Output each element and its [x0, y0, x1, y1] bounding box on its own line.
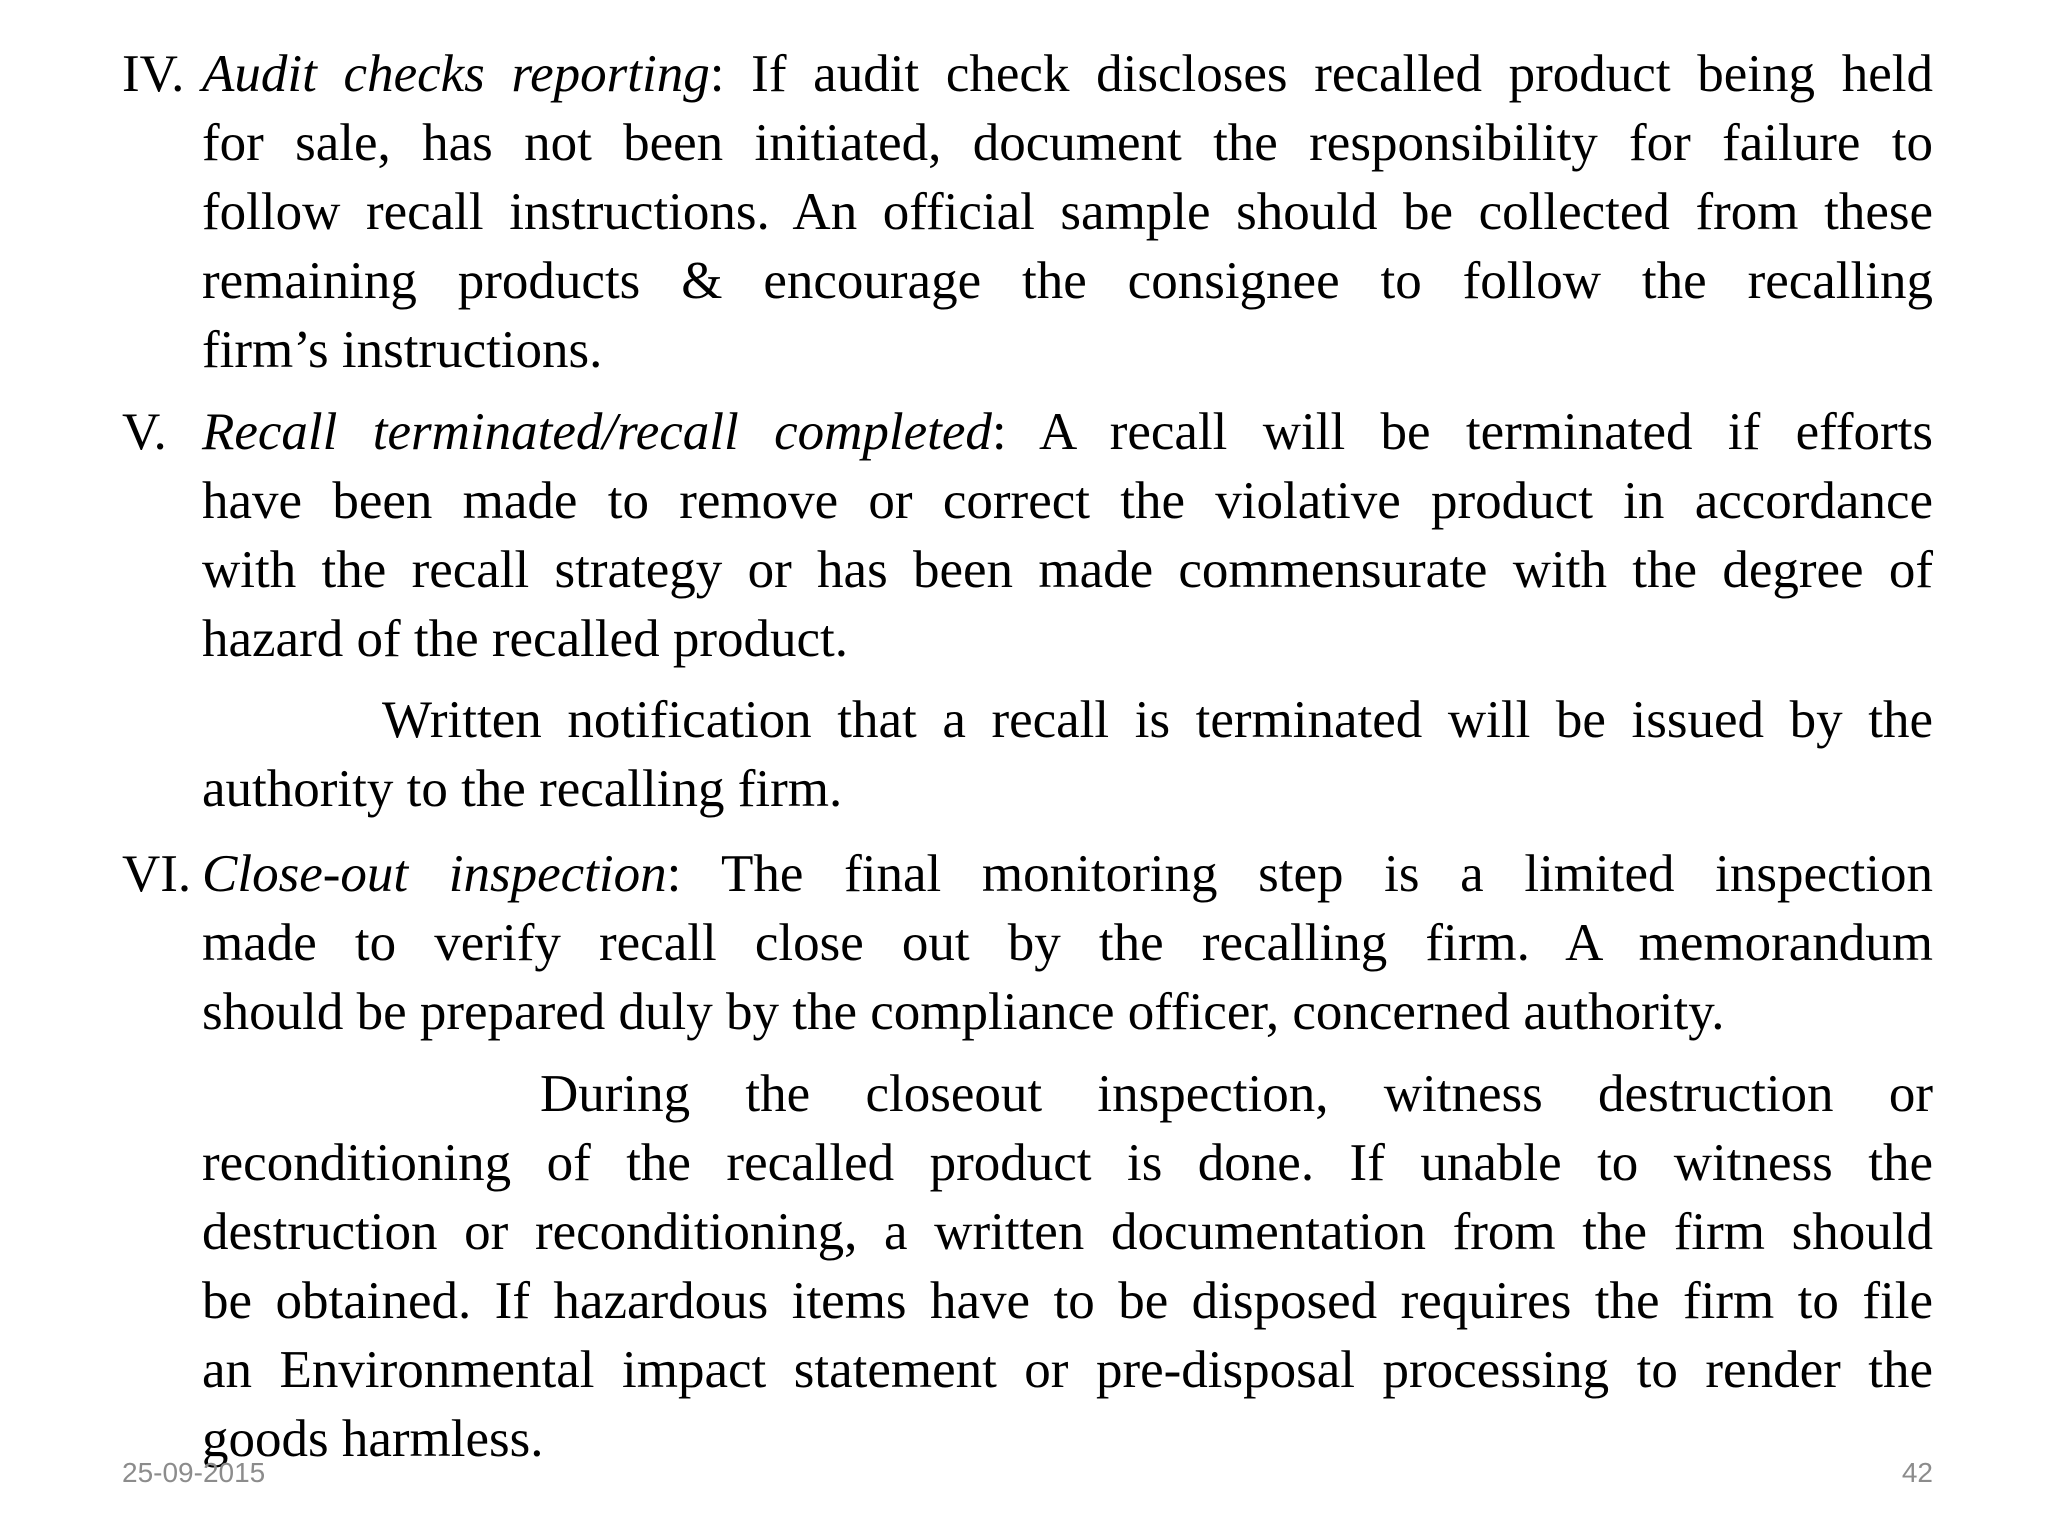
footer-date: 25-09-2015 — [122, 1457, 266, 1488]
section-v-line-1 — [202, 398, 1933, 467]
section-vi-line-2: made to verify recall close out by the recalling firm. A memorandum — [202, 914, 1933, 972]
section-vi-line-3: should be prepared duly by the compliance officer, concerned authority. — [202, 983, 1725, 1041]
section-vi-text-1: : The final monitoring step is a limited inspection — [666, 845, 1934, 903]
section-vi-note-body — [202, 1060, 1933, 1474]
section-vi-note-line-2: reconditioning of the recalled product is done. If unable to witness the — [202, 1134, 1933, 1192]
section-vi-body — [202, 840, 1933, 1047]
section-v-text-1: : A recall will be terminated if efforts — [991, 403, 1933, 461]
section-v-note-line-1: Written notification that a recall is terminated will be issued by the — [382, 691, 1933, 749]
section-iv-line-1 — [202, 40, 1933, 109]
section-vi-note-line-4: be obtained. If hazardous items have to be disposed requires the firm to file — [202, 1272, 1933, 1330]
footer-page-number: 42 — [1901, 1457, 1933, 1488]
section-v-body — [202, 398, 1933, 674]
section-vi-title: Close-out inspection — [202, 845, 667, 903]
section-v-line-2: have been made to remove or correct the violative product in accordance — [202, 472, 1933, 530]
section-vi-numeral: VI. — [122, 845, 192, 903]
section-v-numeral: V. — [122, 403, 167, 461]
section-v-line-3: with the recall strategy or has been made commensurate with the degree of — [202, 541, 1933, 599]
section-vi-line-1 — [202, 840, 1933, 909]
section-v-note-line-2: authority to the recalling firm. — [202, 760, 843, 818]
section-v-note-body — [202, 686, 1933, 824]
section-vi-note-line-1: During the closeout inspection, witness destruction or — [540, 1065, 1933, 1123]
section-iv-title: Audit checks reporting — [202, 45, 710, 103]
section-iv-line-3: follow recall instructions. An official sample should be collected from these — [202, 183, 1933, 241]
section-vi-note-line-5: an Environmental impact statement or pre-disposal processing to render the — [202, 1341, 1933, 1399]
section-vi-note-line-3: destruction or reconditioning, a written documentation from the firm should — [202, 1203, 1933, 1261]
section-v-line-4: hazard of the recalled product. — [202, 610, 848, 668]
section-v-title: Recall terminated/recall completed — [202, 403, 992, 461]
section-iv-body — [202, 40, 1933, 385]
section-vi-note-line-6: goods harmless. — [202, 1410, 544, 1468]
section-iv-line-2: for sale, has not been initiated, document the responsibility for failure to — [202, 114, 1933, 172]
section-iv-numeral: IV. — [122, 45, 185, 103]
section-iv-text-1: : If audit check discloses recalled product being held — [709, 45, 1933, 103]
section-iv-line-4: remaining products & encourage the consignee to follow the recalling — [202, 252, 1933, 310]
section-iv-line-5: firm’s instructions. — [202, 321, 603, 379]
